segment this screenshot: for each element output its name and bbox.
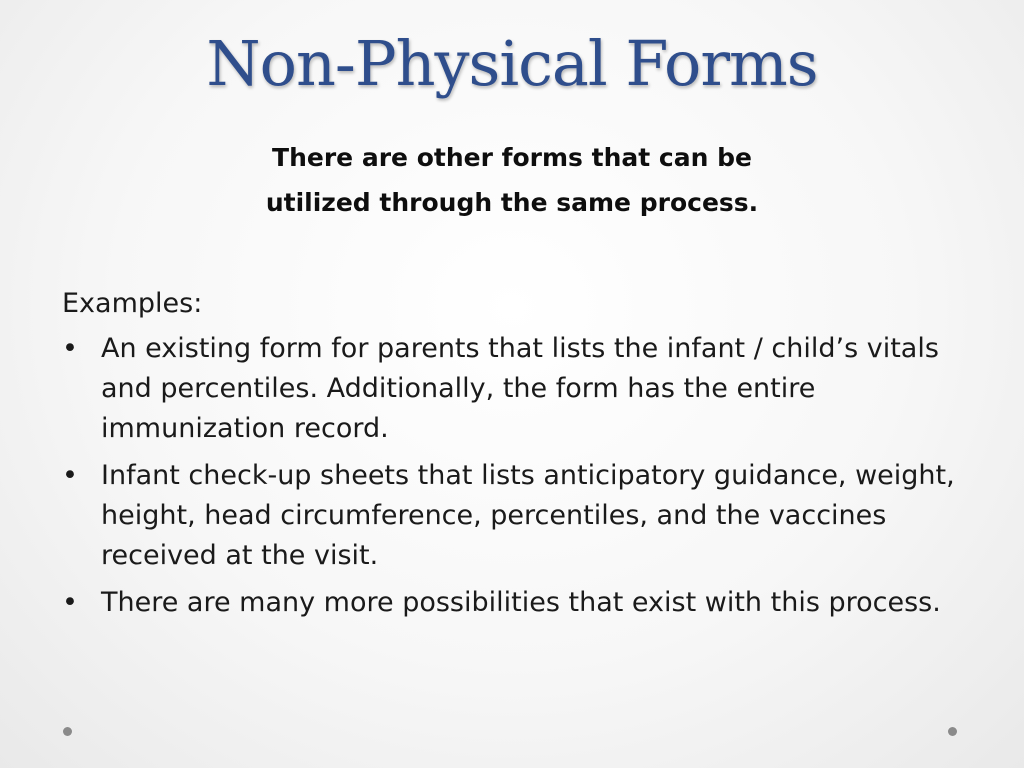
bullet-item (62, 456, 962, 576)
bullet-icon: • (62, 460, 78, 491)
bullet-text: There are many more possibilities that exist with this process. (101, 587, 941, 618)
bullet-item (62, 329, 962, 449)
decorative-dot-icon (63, 727, 72, 736)
decorative-dot-icon (948, 727, 957, 736)
bullet-item (62, 583, 962, 623)
slide-title: Non-Physical Forms (206, 27, 818, 100)
examples-label: Examples: (62, 288, 203, 319)
bullet-icon: • (62, 587, 78, 618)
subtitle-line: There are other forms that can be (272, 143, 752, 172)
bullet-icon: • (62, 333, 78, 364)
bullet-text: An existing form for parents that lists the infant / child’s vitals and percentiles. Additionally, the form has the entire immunization record. (101, 333, 939, 444)
bullet-list (62, 329, 962, 623)
bullet-text: Infant check-up sheets that lists anticipatory guidance, weight, height, head circumference, percentiles, and the vaccines received at the visit. (101, 460, 955, 571)
subtitle-line: utilized through the same process. (265, 188, 759, 217)
slide-body (62, 284, 962, 630)
slide-subtitle (0, 135, 1024, 225)
